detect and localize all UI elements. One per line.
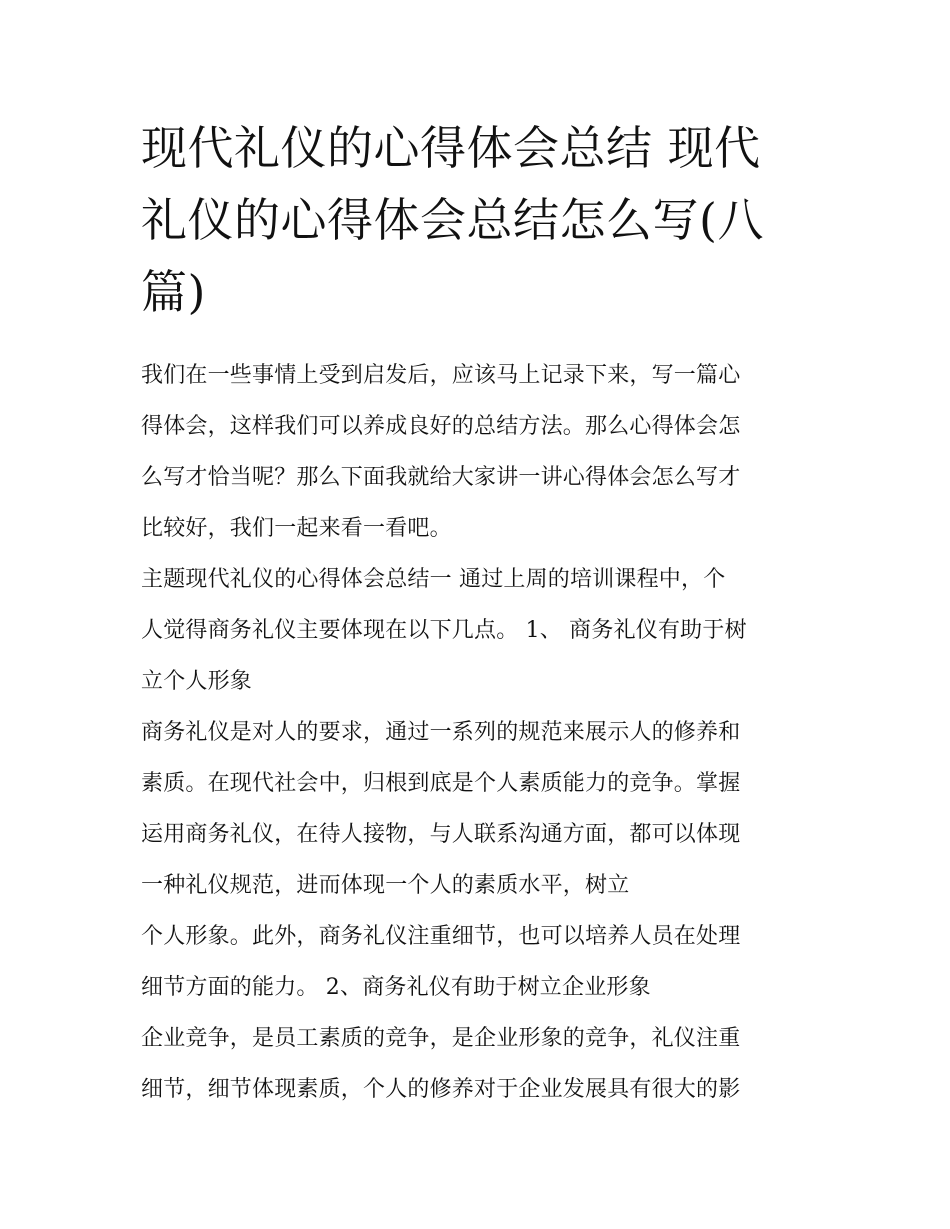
paragraph-list xyxy=(141,350,821,1115)
document-body xyxy=(141,112,821,1115)
paragraph-personal-image: 商务礼仪是对人的要求，通过一系列的规范来展示人的修养和 素质。在现代社会中，归根到底是个人素质能力的竞争。掌握 运用商务礼仪，在待人接物，与人联系沟通方面，都可以体现 一种礼仪规范，进而体现一个人的素质水平，树立 xyxy=(141,720,741,898)
paragraph-details: 个人形象。此外，商务礼仪注重细节，也可以培养人员在处理 细节方面的能力。 2、商务礼仪有助于树立企业形象 xyxy=(141,924,741,1000)
paragraph-intro: 我们在一些事情上受到启发后，应该马上记录下来，写一篇心 得体会，这样我们可以养成良好的总结方法。那么心得体会怎 么写才恰当呢？那么下面我就给大家讲一讲心得体会怎么写才 比较好，我们一起来看一看吧。 xyxy=(141,363,741,541)
paragraph-topic-one: 主题现代礼仪的心得体会总结一 通过上周的培训课程中，个 人觉得商务礼仪主要体现在以下几点。 1、 商务礼仪有助于树 立个人形象 xyxy=(141,567,747,694)
paragraph-enterprise: 企业竞争，是员工素质的竞争，是企业形象的竞争，礼仪注重 细节，细节体现素质，个人的修养对于企业发展具有很大的影 xyxy=(141,1026,741,1102)
document-title: 现代礼仪的心得体会总结 现代 礼仪的心得体会总结怎么写(八 篇) xyxy=(141,121,764,319)
